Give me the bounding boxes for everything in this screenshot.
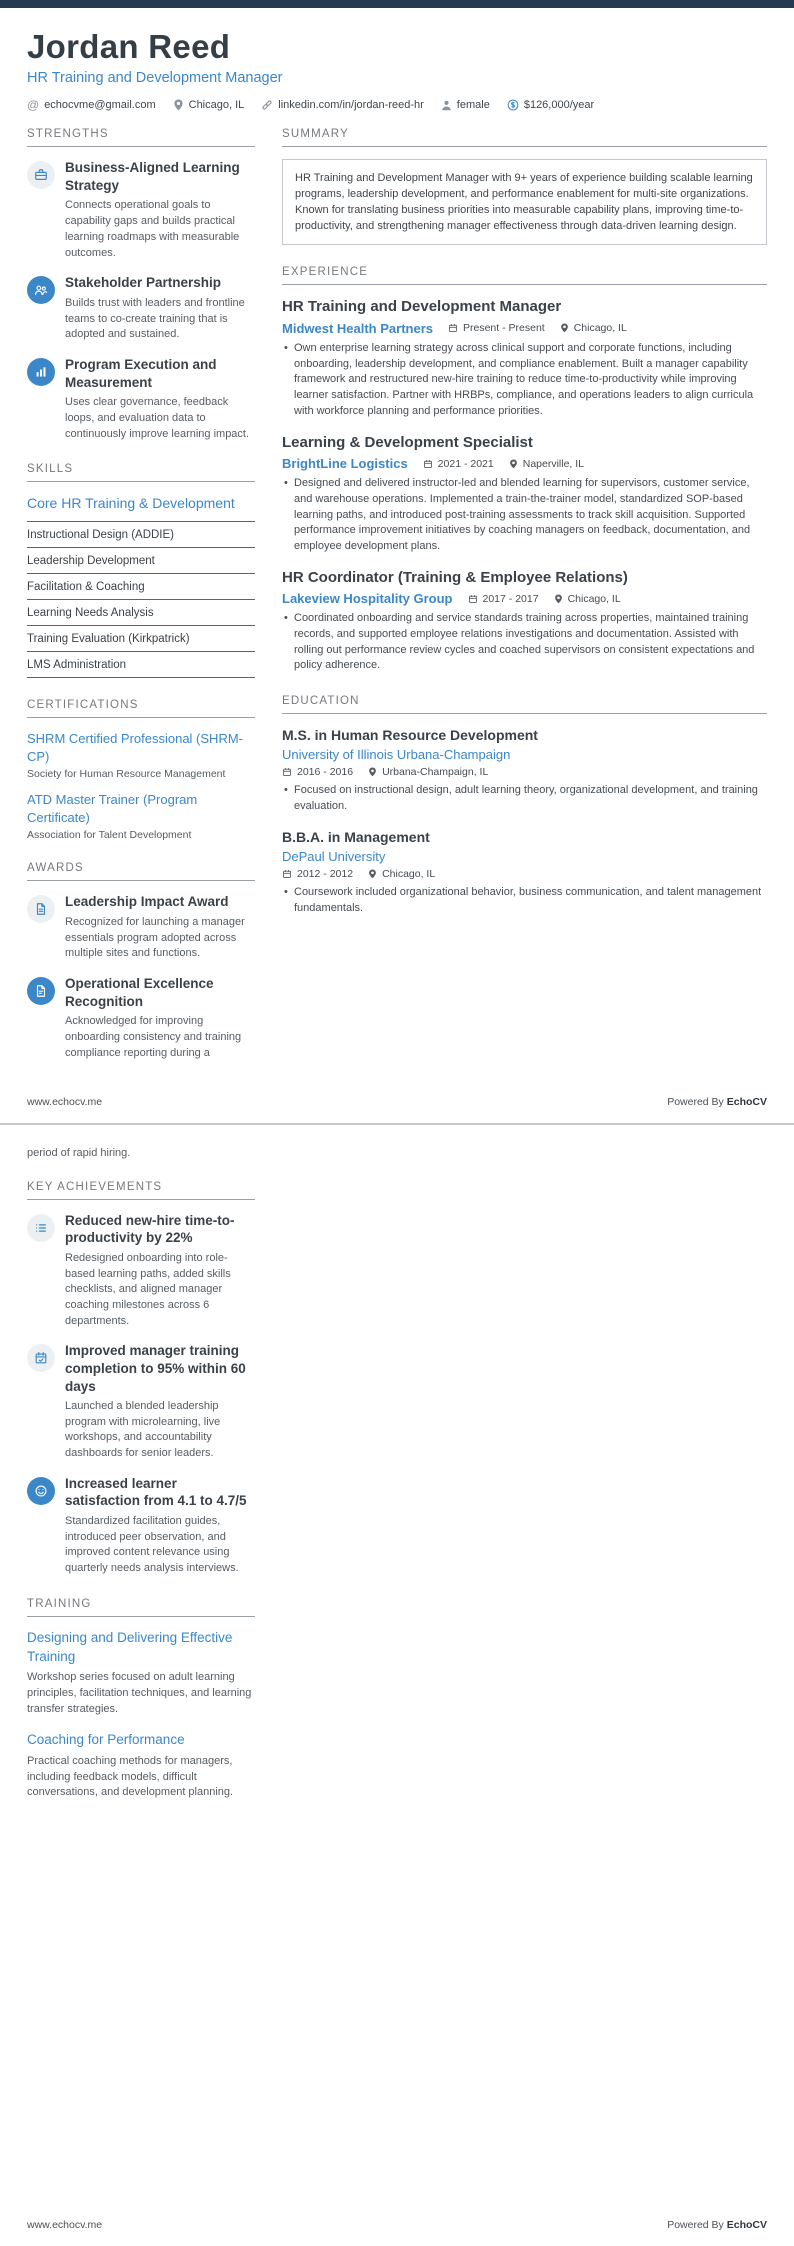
certification-item — [27, 791, 255, 841]
education-bullets — [282, 783, 767, 814]
certification-org: Society for Human Resource Management — [27, 768, 226, 781]
award-title: Leadership Impact Award — [65, 894, 229, 910]
contact-gender — [441, 99, 490, 111]
key-achievements-heading: KEY ACHIEVEMENTS — [27, 1181, 255, 1200]
experience-meta — [282, 456, 767, 471]
summary-heading: SUMMARY — [282, 128, 767, 147]
education-bullet: • Coursework included organizational behavior, business communication, and talent management fundamentals. — [282, 885, 767, 916]
education-entry — [282, 828, 767, 917]
award-desc-continuation: period of rapid hiring. — [27, 1147, 131, 1159]
strengths-section — [27, 128, 255, 442]
training-title: Designing and Delivering Effective Training — [27, 1629, 233, 1664]
contact-row — [27, 99, 767, 111]
education-dates-text: 2016 - 2016 — [297, 766, 354, 779]
achievement-item — [27, 1212, 255, 1330]
achievement-desc: Standardized facilitation guides, introduced peer observation, and improved content relevance using quarterly needs analysis interviews. — [65, 1515, 239, 1575]
key-achievements-section — [27, 1181, 255, 1577]
experience-location — [554, 593, 621, 605]
training-desc: Practical coaching methods for managers, including feedback models, difficult conversations, and development planning. — [27, 1754, 234, 1799]
strength-body — [65, 274, 255, 343]
person-icon — [441, 100, 452, 111]
award-body — [65, 893, 255, 962]
experience-dates — [468, 593, 539, 605]
education-dates — [282, 868, 353, 880]
achievement-title: Reduced new-hire time-to-productivity by 22% — [65, 1212, 235, 1246]
education-degree: B.B.A. in Management — [282, 828, 430, 845]
contact-salary-text: $126,000/year — [523, 99, 595, 112]
award-item — [27, 975, 255, 1061]
certifications-section — [27, 699, 255, 841]
education-location-text: Urbana-Champaign, IL — [382, 766, 489, 779]
experience-location-text: Chicago, IL — [567, 592, 621, 605]
experience-bullet: • Coordinated onboarding and service standards training across properties, maintained training records, and supported employee relations investigations and documentation. Assisted with rolling out performance review cycles and coached supervisors on consistent expectations and policy adherence. — [282, 611, 767, 674]
experience-location — [509, 458, 584, 470]
strength-title: Business-Aligned Learning Strategy — [65, 160, 240, 193]
experience-dates-text: Present - Present — [463, 322, 545, 335]
certification-title: ATD Master Trainer (Program Certificate) — [27, 792, 198, 825]
email-at-icon: @ — [27, 98, 40, 113]
strength-title: Stakeholder Partnership — [65, 275, 222, 291]
right-column — [282, 128, 767, 1082]
footer-powered-prefix: Powered By — [667, 2219, 724, 2231]
experience-entry — [282, 568, 767, 674]
certification-org: Association for Talent Development — [27, 829, 192, 842]
experience-bullets — [282, 341, 767, 420]
education-entry — [282, 726, 767, 815]
partnership-icon — [27, 276, 55, 304]
footer-url[interactable]: www.echocv.me — [27, 2219, 103, 2231]
education-dates-text: 2012 - 2012 — [297, 867, 354, 880]
experience-dates-text: 2017 - 2017 — [482, 592, 539, 605]
footer-powered-prefix: Powered By — [667, 1096, 724, 1108]
education-school: University of Illinois Urbana-Champaign — [282, 747, 511, 763]
footer-brand: EchoCV — [726, 2219, 767, 2231]
left-column — [27, 128, 255, 1082]
experience-entry — [282, 433, 767, 555]
education-location-text: Chicago, IL — [382, 867, 436, 880]
experience-company: Lakeview Hospitality Group — [282, 591, 453, 607]
contact-linkedin-text: linkedin.com/in/jordan-reed-hr — [278, 99, 424, 112]
skill-item: Instructional Design (ADDIE) — [27, 522, 255, 548]
experience-location-text: Chicago, IL — [573, 322, 627, 335]
briefcase-icon — [27, 161, 55, 189]
training-title: Coaching for Performance — [27, 1732, 185, 1748]
location-pin-icon — [173, 99, 184, 111]
calendar-icon — [282, 767, 292, 777]
location-pin-icon — [560, 323, 569, 333]
achievement-desc: Launched a blended leadership program with microlearning, live workshops, and accountability dashboards for senior leaders. — [65, 1400, 221, 1460]
education-school: DePaul University — [282, 848, 386, 864]
footer-url[interactable]: www.echocv.me — [27, 1096, 103, 1108]
education-bullet: • Focused on instructional design, adult learning theory, organizational development, and training evaluation. — [282, 783, 767, 814]
education-meta — [282, 766, 767, 778]
certification-title: SHRM Certified Professional (SHRM-CP) — [27, 731, 243, 764]
footer-brand: EchoCV — [726, 1096, 767, 1108]
achievement-body — [65, 1212, 255, 1330]
footer-powered — [667, 1096, 767, 1108]
certificate-document-icon — [27, 895, 55, 923]
contact-location — [173, 99, 245, 111]
location-pin-icon — [368, 767, 377, 777]
achievement-title: Increased learner satisfaction from 4.1 to 4.7/5 — [65, 1475, 247, 1509]
experience-bullets — [282, 611, 767, 674]
contact-linkedin[interactable] — [261, 99, 424, 111]
contact-salary — [507, 99, 594, 111]
calendar-icon — [468, 594, 478, 604]
contact-location-text: Chicago, IL — [188, 99, 245, 112]
checklist-icon — [27, 1214, 55, 1242]
awards-heading: AWARDS — [27, 862, 255, 881]
achievement-desc: Redesigned onboarding into role-based learning paths, added skills checklists, and aligned manager coaching milestones across 6 departments. — [65, 1251, 231, 1327]
achievement-item — [27, 1475, 255, 1577]
location-pin-icon — [368, 869, 377, 879]
calendar-icon — [423, 459, 433, 469]
training-section — [27, 1598, 255, 1801]
strength-body — [65, 159, 255, 261]
strength-item — [27, 274, 255, 343]
achievement-title: Improved manager training completion to 95% within 60 days — [65, 1343, 246, 1394]
award-desc: Acknowledged for improving onboarding consistency and training compliance reporting during a — [65, 1015, 242, 1059]
experience-section — [282, 266, 767, 674]
strength-desc: Builds trust with leaders and frontline teams to co-create training that is adopted and sustained. — [65, 296, 245, 341]
location-pin-icon — [554, 594, 563, 604]
document-badge-icon — [27, 977, 55, 1005]
experience-company: BrightLine Logistics — [282, 456, 408, 472]
award-desc: Recognized for launching a manager essentials program adopted across multiple sites and functions. — [65, 915, 245, 960]
strength-item — [27, 159, 255, 261]
experience-dates-text: 2021 - 2021 — [437, 457, 494, 470]
achievement-body — [65, 1342, 255, 1462]
training-desc: Workshop series focused on adult learning principles, facilitation techniques, and learning transfer strategies. — [27, 1671, 252, 1715]
strength-desc: Connects operational goals to capability gaps and builds practical learning roadmaps with measurable outcomes. — [65, 199, 240, 259]
education-location — [368, 868, 435, 880]
strength-item — [27, 356, 255, 442]
skill-item: Training Evaluation (Kirkpatrick) — [27, 626, 255, 652]
page1-columns — [0, 128, 794, 1082]
award-title: Operational Excellence Recognition — [65, 976, 214, 1009]
experience-bullet: • Designed and delivered instructor-led and blended learning for supervisors, customer service, and warehouse operations. Implemented a train-the-trainer model, standardized SOP-based learning paths, and introduced post-training assessments to track skill acquisition. Supported performance improvement initiatives by coaching managers on feedback, documentation, and employee development plans. — [282, 476, 767, 555]
strength-title: Program Execution and Measurement — [65, 356, 217, 390]
education-dates — [282, 766, 353, 778]
experience-role: HR Training and Development Manager — [282, 298, 562, 316]
training-item — [27, 1731, 255, 1801]
calendar-check-icon — [27, 1344, 55, 1372]
person-name: Jordan Reed — [27, 28, 231, 65]
summary-text: HR Training and Development Manager with 9+ years of experience building scalable learning programs, leadership development, and performance enablement for multi-site organizations. Known for translating business priorities into measurable capability plans, improving time-to-productivity, and strengthening manager effectiveness through data-driven learning design. — [282, 159, 767, 245]
calendar-icon — [448, 323, 458, 333]
skill-item: Learning Needs Analysis — [27, 600, 255, 626]
experience-role: Learning & Development Specialist — [282, 433, 533, 451]
experience-bullet: • Own enterprise learning strategy across clinical support and corporate functions, including onboarding, leadership development, and compliance enablement. Built a manager capability framework and restructured new-hire training to reduce time-to-productivity while improving learner satisfaction. Partner with HRBPs, compliance, and operations leaders to align curricula with workforce planning and performance priorities. — [282, 341, 767, 420]
certification-item — [27, 730, 255, 780]
top-accent-bar — [0, 0, 794, 8]
skills-heading: SKILLS — [27, 463, 255, 482]
person-job-title: HR Training and Development Manager — [27, 70, 283, 87]
skill-item: Leadership Development — [27, 548, 255, 574]
resume-page-2 — [0, 1125, 794, 2246]
training-heading: TRAINING — [27, 1598, 255, 1617]
education-meta — [282, 868, 767, 880]
contact-gender-text: female — [456, 99, 490, 112]
achievement-body — [65, 1475, 255, 1577]
education-degree: M.S. in Human Resource Development — [282, 727, 538, 744]
award-item — [27, 893, 255, 962]
resume-header — [0, 8, 794, 111]
awards-section — [27, 862, 255, 1061]
experience-meta — [282, 591, 767, 606]
achievement-item — [27, 1342, 255, 1462]
footer-powered — [667, 2219, 767, 2231]
experience-company: Midwest Health Partners — [282, 320, 433, 336]
experience-location — [560, 322, 627, 334]
skill-primary: Core HR Training & Development — [27, 494, 255, 522]
experience-dates — [448, 322, 545, 334]
satisfaction-gauge-icon — [27, 1477, 55, 1505]
education-section — [282, 695, 767, 916]
location-pin-icon — [509, 459, 518, 469]
training-item — [27, 1629, 255, 1717]
contact-email-text: echocvme@gmail.com — [44, 99, 156, 112]
education-location — [368, 766, 488, 778]
experience-bullets — [282, 476, 767, 555]
strength-body — [65, 356, 255, 442]
calendar-icon — [282, 869, 292, 879]
experience-entry — [282, 297, 767, 419]
education-heading: EDUCATION — [282, 695, 767, 714]
skill-item: Facilitation & Coaching — [27, 574, 255, 600]
strength-desc: Uses clear governance, feedback loops, and evaluation data to continuously improve learning impact. — [65, 396, 250, 440]
education-bullets — [282, 885, 767, 916]
page1-footer — [27, 1096, 767, 1108]
experience-role: HR Coordinator (Training & Employee Relations) — [282, 568, 628, 586]
contact-email — [27, 99, 156, 111]
measurement-chart-icon — [27, 358, 55, 386]
experience-dates — [423, 458, 494, 470]
experience-meta — [282, 321, 767, 336]
page2-footer — [27, 2219, 767, 2231]
page-break-divider — [0, 1123, 794, 1125]
salary-dollar-icon — [507, 99, 519, 111]
award-body — [65, 975, 255, 1061]
link-icon — [261, 99, 273, 111]
left-column-continued — [27, 1146, 255, 1801]
summary-section — [282, 128, 767, 245]
experience-heading: EXPERIENCE — [282, 266, 767, 285]
certifications-heading: CERTIFICATIONS — [27, 699, 255, 718]
skill-item: LMS Administration — [27, 652, 255, 678]
experience-location-text: Naperville, IL — [522, 457, 585, 470]
strengths-heading: STRENGTHS — [27, 128, 255, 147]
skills-section — [27, 463, 255, 678]
